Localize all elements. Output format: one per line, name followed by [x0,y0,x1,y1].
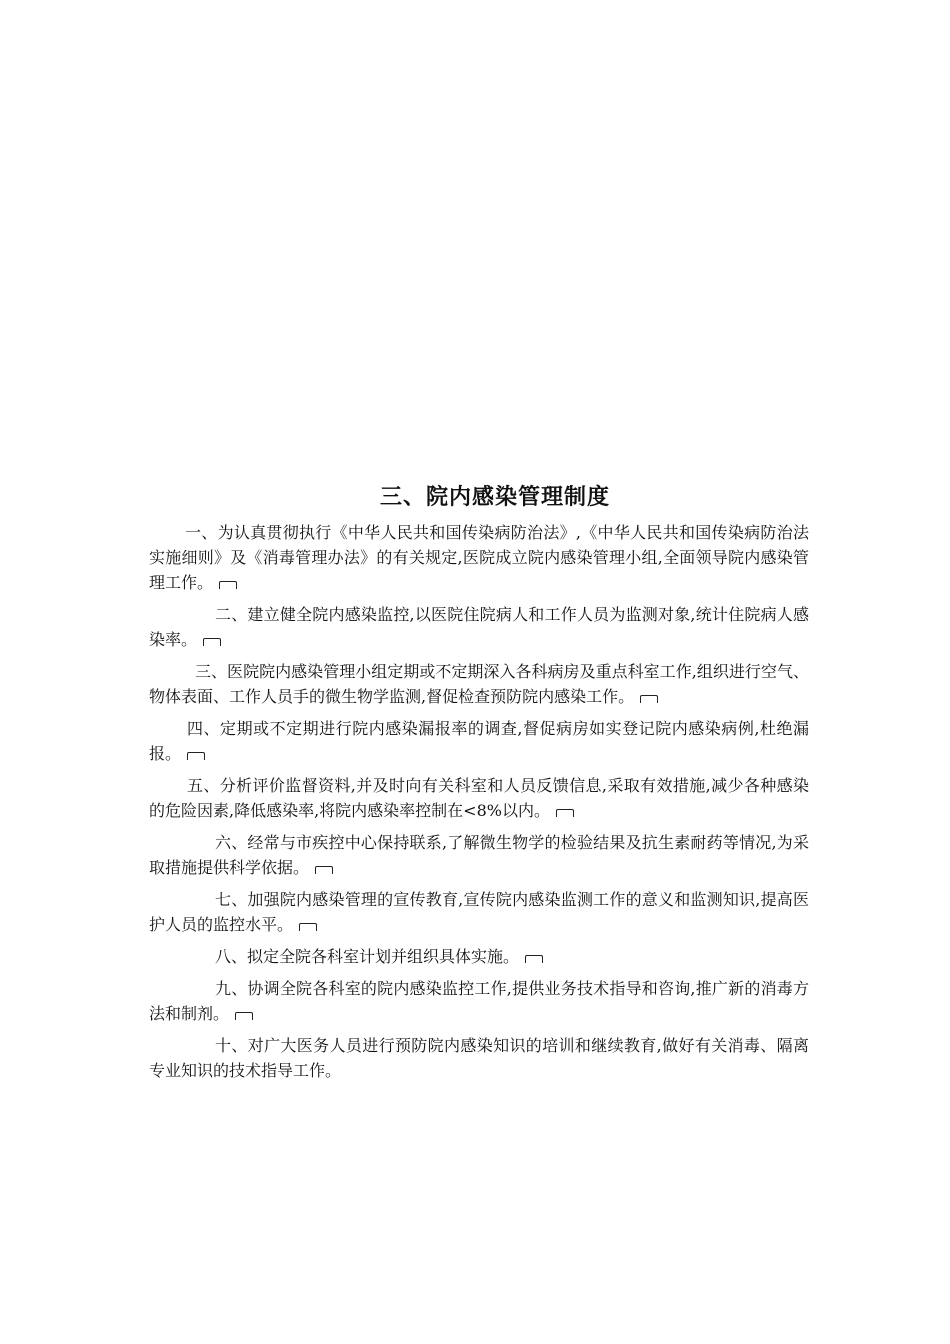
paragraph-8 [149,944,809,969]
paragraph-mark-icon [235,1012,253,1020]
paragraph-mark-icon [525,955,543,963]
paragraph-mark-icon [640,695,658,703]
paragraph-text: 八、拟定全院各科室计划并组织具体实施。 [215,947,520,966]
paragraph-mark-icon [556,809,574,817]
paragraph-mark-icon [203,638,221,646]
document-body [149,520,809,1090]
paragraph-6 [149,830,809,880]
paragraph-text: 三、医院院内感染管理小组定期或不定期深入各科病房及重点科室工作,组织进行空气、物体表面、工作人员手的微生物学监测,督促检查预防院内感染工作。 [149,662,809,706]
paragraph-4 [149,716,809,766]
paragraph-text: 五、分析评价监督资料,并及时向有关科室和人员反馈信息,采取有效措施,减少各种感染的危险因素,降低感染率,将院内感染率控制在<8%以内。 [149,776,809,820]
paragraph-2 [149,602,809,652]
paragraph-text: 一、为认真贯彻执行《中华人民共和国传染病防治法》,《中华人民共和国传染病防治法实施细则》及《消毒管理办法》的有关规定,医院成立院内感染管理小组,全面领导院内感染管理工作。 [149,523,809,592]
paragraph-text: 九、协调全院各科室的院内感染监控工作,提供业务技术指导和咨询,推广新的消毒方法和制剂。 [149,979,809,1023]
paragraph-9 [149,976,809,1026]
paragraph-1 [149,520,809,595]
paragraph-text: 十、对广大医务人员进行预防院内感染知识的培训和继续教育,做好有关消毒、隔离专业知识的技术指导工作。 [149,1036,809,1080]
paragraph-3 [149,659,809,709]
paragraph-5 [149,773,809,823]
paragraph-text: 六、经常与市疾控中心保持联系,了解微生物学的检验结果及抗生素耐药等情况,为采取措施提供科学依据。 [149,833,809,877]
paragraph-mark-icon [315,866,333,874]
paragraph-mark-icon [187,752,205,760]
paragraph-text: 七、加强院内感染管理的宣传教育,宣传院内感染监测工作的意义和监测知识,提高医护人员的监控水平。 [149,890,809,934]
document-title: 三、院内感染管理制度 [379,485,610,510]
paragraph-text: 二、建立健全院内感染监控,以医院住院病人和工作人员为监测对象,统计住院病人感染率。 [149,605,809,649]
paragraph-mark-icon [299,923,317,931]
paragraph-mark-icon [219,581,237,589]
paragraph-7 [149,887,809,937]
paragraph-10 [149,1033,809,1083]
paragraph-text: 四、定期或不定期进行院内感染漏报率的调查,督促病房如实登记院内感染病例,杜绝漏报。 [149,719,809,763]
